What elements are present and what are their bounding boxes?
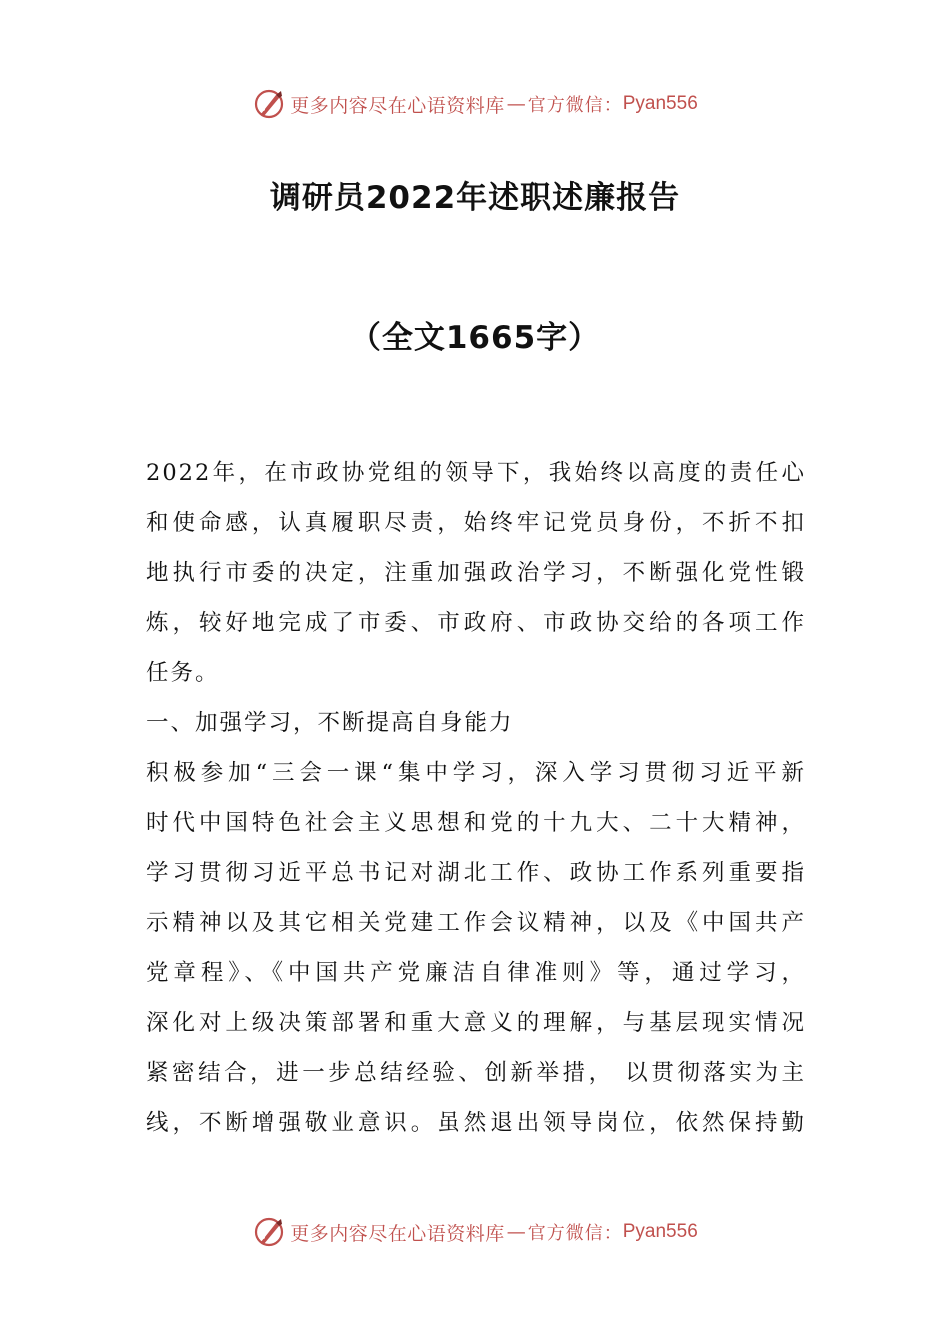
body-line: 学习贯彻习近平总书记对湖北工作、政协工作系列重要指	[146, 860, 806, 886]
banner-dash: —	[506, 93, 526, 115]
body-line: 2022年，在市政协党组的领导下，我始终以高度的责任心	[146, 460, 806, 486]
pen-logo-icon	[252, 87, 286, 121]
body-line: 时代中国特色社会主义思想和党的十九大、二十大精神，	[146, 810, 806, 836]
pen-logo-icon	[252, 1215, 286, 1249]
banner-wechat-id: Pyan556	[622, 93, 698, 114]
banner-dash: —	[506, 1221, 526, 1243]
banner-wechat-id: Pyan556	[622, 1221, 698, 1242]
body-line: 地执行市委的决定，注重加强政治学习，不断强化党性锻	[146, 560, 806, 586]
body-line: 紧密结合，进一步总结经验、创新举措， 以贯彻落实为主	[146, 1060, 806, 1086]
body-line: 线，不断增强敬业意识。虽然退出领导岗位，依然保持勤	[146, 1110, 806, 1136]
body-line: 炼，较好地完成了市委、市政府、市政协交给的各项工作	[146, 610, 806, 636]
banner-label: 官方微信：	[527, 1223, 623, 1244]
body-line: 任务。	[146, 660, 220, 686]
footer-banner	[0, 1212, 950, 1252]
section-heading: 一、加强学习，不断提高自身能力	[146, 710, 514, 736]
document-body	[146, 448, 806, 1148]
body-line: 党章程》、《中国共产党廉洁自律准则》等，通过学习，	[146, 960, 806, 986]
body-line: 深化对上级决策部署和重大意义的理解，与基层现实情况	[146, 1010, 806, 1036]
banner-text: 更多内容尽在心语资料库	[290, 1222, 505, 1245]
document-subtitle: （全文1665字）	[349, 320, 601, 356]
body-line: 和使命感，认真履职尽责，始终牢记党员身份，不折不扣	[146, 510, 806, 536]
body-line: 示精神以及其它相关党建工作会议精神，以及《中国共产	[146, 910, 806, 936]
banner-label: 官方微信：	[527, 95, 623, 116]
body-line: 积极参加“三会一课“集中学习，深入学习贯彻习近平新	[146, 760, 806, 786]
document-title: 调研员2022年述职述廉报告	[269, 180, 681, 216]
banner-text: 更多内容尽在心语资料库	[290, 94, 505, 117]
header-banner	[0, 84, 950, 124]
